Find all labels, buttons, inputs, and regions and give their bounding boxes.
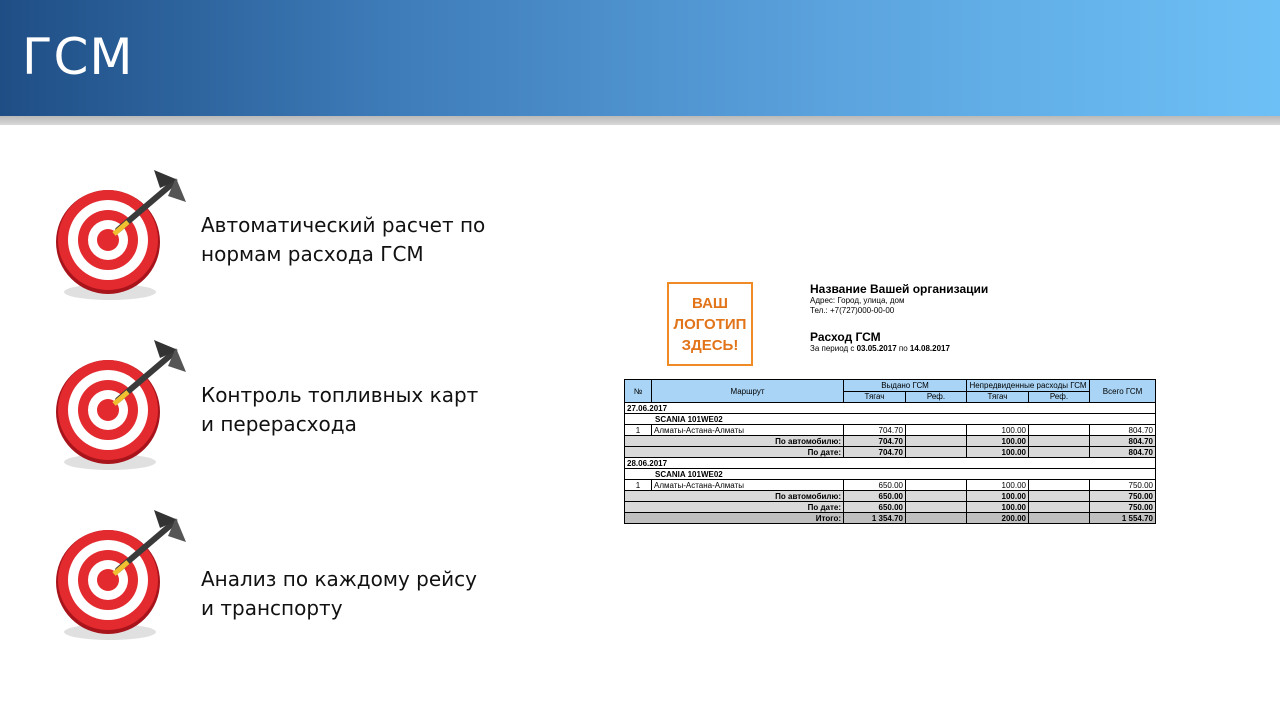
bullet-line: и перерасхода (201, 412, 357, 436)
subtotal-empty (1029, 436, 1090, 447)
subtotal-empty (1029, 502, 1090, 513)
row-route: Алматы-Астана-Алматы (652, 425, 844, 436)
col-num: № (625, 380, 652, 403)
grand-total-empty (1029, 513, 1090, 524)
col-total: Всего ГСМ (1090, 380, 1156, 403)
report-table (624, 379, 1156, 524)
bullet-line: Автоматический расчет по (201, 213, 486, 237)
date-row (625, 403, 1156, 414)
subtotal-car-row (625, 491, 1156, 502)
target-icon (52, 336, 192, 476)
report-title: Расход ГСМ (810, 330, 881, 344)
subtotal-total: 804.70 (1090, 436, 1156, 447)
subtotal-issued: 704.70 (844, 447, 906, 458)
grand-total-total: 1 554.70 (1090, 513, 1156, 524)
logo-line: ЛОГОТИП (673, 315, 747, 333)
vehicle-row (625, 414, 1156, 425)
period-to: 14.08.2017 (909, 344, 950, 353)
bullet-text (201, 565, 477, 623)
col-unexp-tractor: Тягач (967, 391, 1029, 403)
grand-total-label: Итого: (625, 513, 844, 524)
subtotal-date-row (625, 502, 1156, 513)
col-route: Маршрут (652, 380, 844, 403)
logo-line: ВАШ (692, 294, 728, 312)
subtotal-car-row (625, 436, 1156, 447)
grand-total-row (625, 513, 1156, 524)
col-unexp-ref: Реф. (1029, 391, 1090, 403)
slide-title: ГСМ (22, 28, 134, 86)
target-icon (52, 506, 192, 646)
org-name: Название Вашей организации (810, 282, 989, 296)
row-unexp-ref (1029, 480, 1090, 491)
subtotal-empty (1029, 447, 1090, 458)
col-issued-ref: Реф. (906, 391, 967, 403)
subtotal-total: 750.00 (1090, 491, 1156, 502)
subtotal-unexp: 100.00 (967, 447, 1029, 458)
bullet-line: Контроль топливных карт (201, 383, 479, 407)
subtotal-issued: 704.70 (844, 436, 906, 447)
report-period (810, 344, 950, 353)
bullet-line: нормам расхода ГСМ (201, 242, 424, 266)
bullet-text (201, 381, 478, 439)
period-mid: по (898, 344, 908, 353)
subtotal-label: По дате: (625, 502, 844, 513)
row-unexp-ref (1029, 425, 1090, 436)
subtotal-unexp: 100.00 (967, 502, 1029, 513)
row-route: Алматы-Астана-Алматы (652, 480, 844, 491)
col-issued: Выдано ГСМ (844, 380, 967, 392)
row-total: 750.00 (1090, 480, 1156, 491)
subtotal-label: По автомобилю: (625, 436, 844, 447)
row-total: 804.70 (1090, 425, 1156, 436)
subtotal-label: По автомобилю: (625, 491, 844, 502)
header-row (625, 380, 1156, 392)
date-cell: 28.06.2017 (625, 458, 1156, 469)
logo-placeholder (667, 282, 753, 366)
subtotal-issued: 650.00 (844, 502, 906, 513)
subtotal-empty (906, 436, 967, 447)
bullet-line: и транспорту (201, 596, 343, 620)
header-divider (0, 116, 1280, 125)
subtotal-unexp: 100.00 (967, 436, 1029, 447)
period-prefix: За период с (810, 344, 855, 353)
subtotal-empty (1029, 491, 1090, 502)
col-issued-tractor: Тягач (844, 391, 906, 403)
row-unexp-tractor: 100.00 (967, 425, 1029, 436)
subtotal-empty (906, 502, 967, 513)
date-cell: 27.06.2017 (625, 403, 1156, 414)
date-row (625, 458, 1156, 469)
subtotal-issued: 650.00 (844, 491, 906, 502)
logo-line: ЗДЕСЬ! (681, 336, 739, 354)
target-icon (52, 166, 192, 306)
bullet-text (201, 211, 485, 269)
bullet-line: Анализ по каждому рейсу (201, 567, 477, 591)
grand-total-issued: 1 354.70 (844, 513, 906, 524)
row-num: 1 (625, 480, 652, 491)
vehicle-row (625, 469, 1156, 480)
fuel-report (624, 280, 1156, 540)
row-num: 1 (625, 425, 652, 436)
row-issued-ref (906, 425, 967, 436)
row-unexp-tractor: 100.00 (967, 480, 1029, 491)
table-row (625, 480, 1156, 491)
org-address: Адрес: Город, улица, дом (810, 296, 905, 305)
table-row (625, 425, 1156, 436)
subtotal-empty (906, 491, 967, 502)
row-issued-tractor: 704.70 (844, 425, 906, 436)
vehicle-cell: SCANIA 101WE02 (625, 414, 1156, 425)
bullet-item (52, 166, 512, 306)
period-from: 03.05.2017 (856, 344, 897, 353)
subtotal-total: 750.00 (1090, 502, 1156, 513)
subtotal-empty (906, 447, 967, 458)
header-bar (0, 0, 1280, 116)
grand-total-unexp: 200.00 (967, 513, 1029, 524)
subtotal-date-row (625, 447, 1156, 458)
row-issued-tractor: 650.00 (844, 480, 906, 491)
col-unexpected: Непредвиденные расходы ГСМ (967, 380, 1090, 392)
org-phone: Тел.: +7(727)000-00-00 (810, 306, 895, 315)
grand-total-empty (906, 513, 967, 524)
subtotal-unexp: 100.00 (967, 491, 1029, 502)
row-issued-ref (906, 480, 967, 491)
subtotal-total: 804.70 (1090, 447, 1156, 458)
bullet-item (52, 506, 512, 646)
org-info (810, 282, 988, 316)
subtotal-label: По дате: (625, 447, 844, 458)
vehicle-cell: SCANIA 101WE02 (625, 469, 1156, 480)
bullet-item (52, 336, 512, 476)
